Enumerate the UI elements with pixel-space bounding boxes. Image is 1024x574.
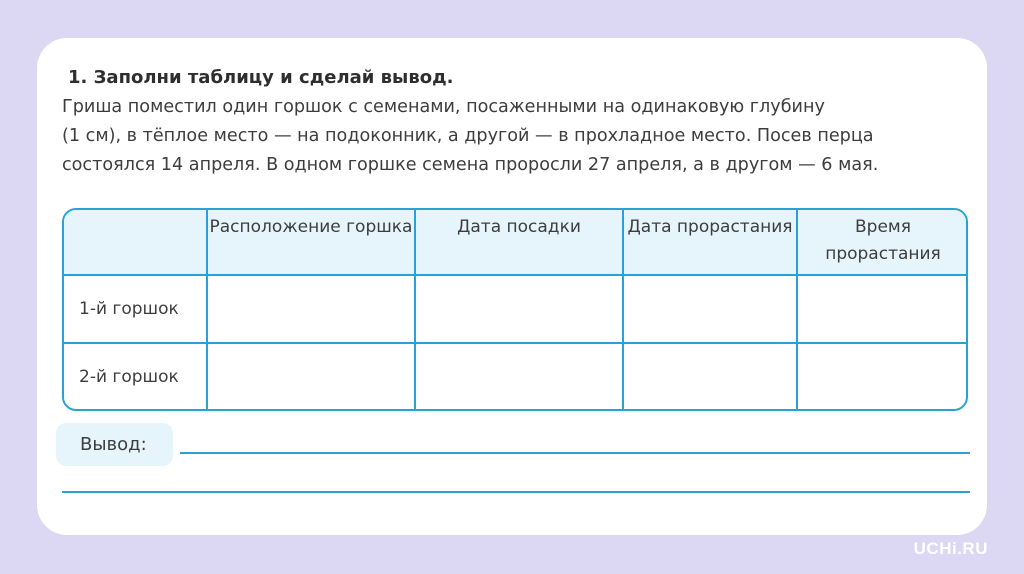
task-text-line: состоялся 14 апреля. В одном горшке семена проросли 27 апреля, а в другом — 6 мая. <box>62 155 879 175</box>
table-cell[interactable] <box>624 344 796 411</box>
conclusion-label: Вывод: <box>56 423 173 466</box>
table-cell[interactable] <box>416 276 622 342</box>
table-cell[interactable] <box>208 276 414 342</box>
task-heading: 1. Заполни таблицу и сделай вывод. <box>68 67 454 88</box>
task-text-line: Гриша поместил один горшок с семенами, посаженными на одинаковую глубину <box>62 97 825 117</box>
task-text-line: (1 см), в тёплое место — на подоконник, а другой — в прохладное место. Посев перца <box>62 126 874 146</box>
task-text <box>62 93 962 180</box>
column-header-germination-time: Время прорастания <box>825 217 941 264</box>
conclusion-answer-line[interactable] <box>180 452 970 454</box>
column-header-planting-date: Дата посадки <box>457 217 581 237</box>
table-cell[interactable] <box>798 276 968 342</box>
conclusion-answer-line[interactable] <box>62 491 970 493</box>
row-label-pot-1: 1-й горшок <box>79 298 179 319</box>
uchi-watermark: UCHi.RU <box>913 539 988 558</box>
column-header-location: Расположение горшка <box>209 217 413 237</box>
table-cell[interactable] <box>798 344 968 411</box>
column-header-empty <box>64 214 206 276</box>
row-label-pot-2: 2-й горшок <box>79 367 179 387</box>
table-cell[interactable] <box>208 344 414 411</box>
germination-table <box>62 208 968 411</box>
table-cell[interactable] <box>416 344 622 411</box>
column-header-germination-date: Дата прорастания <box>627 217 793 237</box>
table-cell[interactable] <box>624 276 796 342</box>
